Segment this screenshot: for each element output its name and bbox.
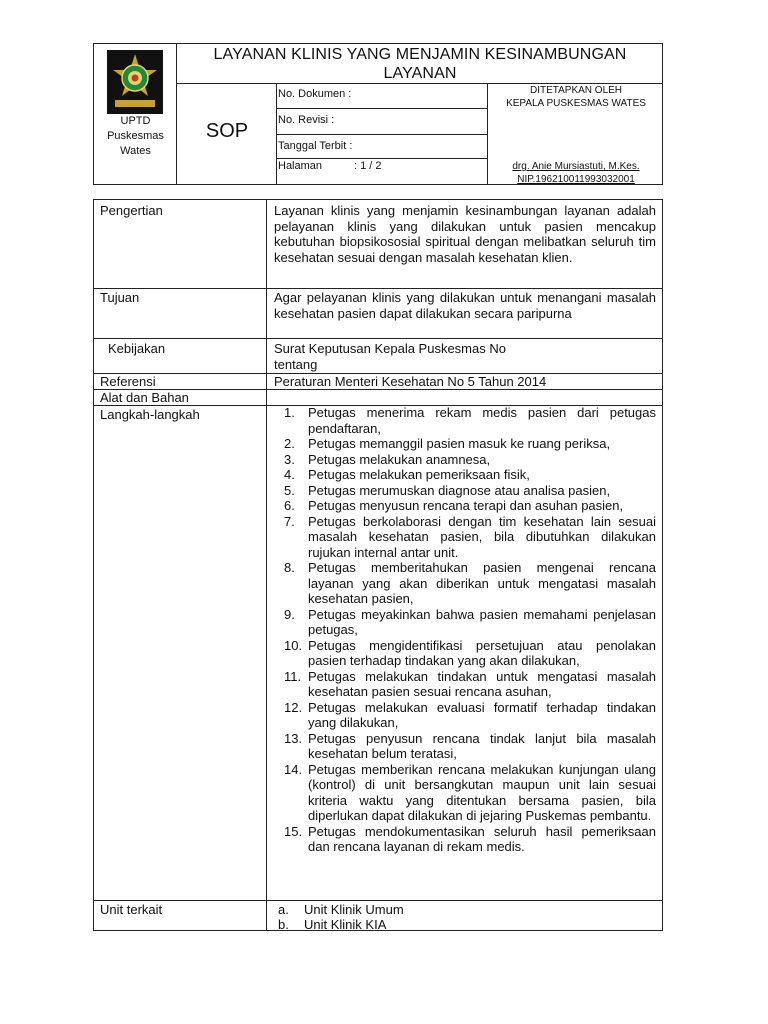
- sop-header: [93, 43, 663, 185]
- step-item: [274, 638, 656, 669]
- document-title: LAYANAN KLINIS YANG MENJAMIN KESINAMBUNGAN LAYANAN: [213, 46, 627, 82]
- no-dokumen-field: No. Dokumen :: [278, 88, 352, 100]
- step-number: 8.: [284, 560, 295, 575]
- step-item: [274, 452, 656, 468]
- sop-label: SOP: [205, 120, 249, 142]
- step-text: Petugas menerima rekam medis pasien dari petugas pendaftaran,: [308, 405, 656, 436]
- step-text: Petugas berkolaborasi dengan tim kesehatan lain sesuai masalah kesehatan pasien, bila dibutuhkan dilakukan rujukan internal antar unit.: [308, 513, 656, 560]
- step-number: 10.: [284, 637, 303, 653]
- step-item: [274, 405, 656, 436]
- kebijakan-label: Kebijakan: [108, 341, 166, 356]
- step-item: [274, 669, 656, 700]
- step-item: [274, 607, 656, 638]
- tanggal-terbit-field: Tanggal Terbit :: [278, 140, 353, 152]
- step-number: 11.: [284, 668, 302, 684]
- unit-terkait-list: [278, 902, 660, 932]
- step-text: Petugas memberitahukan pasien mengenai rencana layanan yang akan diberikan untuk mengatasi masalah kesehatan pasien,: [308, 560, 656, 606]
- step-item: [274, 514, 656, 561]
- step-item: [274, 700, 656, 731]
- step-item: [274, 560, 656, 607]
- puskesmas-logo-icon: [107, 50, 163, 114]
- step-text: Petugas melakukan pemeriksaan fisik,: [308, 467, 530, 482]
- step-item: [274, 762, 656, 824]
- step-number: 15.: [284, 823, 303, 839]
- pengertian-label: Pengertian: [100, 203, 163, 218]
- step-number: 4.: [284, 467, 295, 482]
- organization-name: UPTD Puskesmas Wates: [107, 115, 164, 157]
- sop-content-table: [93, 199, 663, 931]
- step-item: [274, 483, 656, 499]
- step-item: [274, 824, 656, 855]
- step-text: Petugas melakukan anamnesa,: [308, 451, 491, 467]
- step-item: [274, 436, 656, 452]
- step-text: Petugas penyusun rencana tindak lanjut bila masalah kesehatan belum teratasi,: [308, 730, 656, 761]
- step-text: Petugas menyusun rencana terapi dan asuhan pasien,: [308, 498, 624, 513]
- kebijakan-text: Surat Keputusan Kepala Puskesmas No tentang: [274, 341, 506, 372]
- langkah-label: Langkah-langkah: [100, 407, 200, 422]
- unit-terkait-label: Unit terkait: [100, 902, 163, 917]
- step-text: Petugas mendokumentasikan seluruh hasil pemeriksaan dan rencana layanan di rekam medis.: [308, 823, 656, 854]
- step-number: 7.: [284, 513, 295, 529]
- tujuan-label: Tujuan: [100, 290, 140, 305]
- step-item: [274, 467, 656, 483]
- step-text: Petugas merumuskan diagnose atau analisa pasien,: [308, 482, 611, 498]
- pengertian-text: Layanan klinis yang menjamin kesinambungan layanan adalah pelayanan klinis yang dilakukan untuk pasien mencakup kebutuhan biopsikososial spiritual dengan melibatkan seluruh tim kesehatan sesuai dengan masalah kesehatan klien.: [274, 203, 656, 265]
- step-text: Petugas memanggil pasien masuk ke ruang periksa,: [308, 436, 611, 451]
- step-number: 1.: [284, 405, 295, 420]
- referensi-text: Peraturan Menteri Kesehatan No 5 Tahun 2014: [274, 374, 547, 389]
- step-text: Petugas mengidentifikasi persetujuan atau penolakan pasien terhadap tindakan yang akan dilakukan,: [308, 637, 656, 668]
- step-number: 14.: [284, 761, 303, 777]
- step-number: 13.: [284, 730, 303, 746]
- step-item: [274, 498, 656, 514]
- step-number: 3.: [284, 451, 295, 467]
- langkah-list: [274, 405, 656, 855]
- signer-block: [488, 160, 664, 186]
- signer-name: drg. Anie Mursiastuti, M.Kes.: [512, 161, 640, 172]
- step-number: 2.: [284, 436, 295, 451]
- signer-nip: NIP.196210011993032001: [517, 174, 635, 185]
- step-number: 6.: [284, 498, 295, 513]
- step-number: 9.: [284, 606, 295, 622]
- list-item: b. Unit Klinik KIA: [278, 917, 387, 932]
- step-item: [274, 731, 656, 762]
- list-item: a. Unit Klinik Umum: [278, 902, 404, 917]
- step-number: 12.: [284, 699, 303, 715]
- alat-bahan-label: Alat dan Bahan: [100, 390, 189, 405]
- ditetapkan-oleh: DITETAPKAN OLEH KEPALA PUSKESMAS WATES: [506, 85, 646, 109]
- halaman-field: Halaman : 1 / 2: [278, 160, 382, 172]
- step-number: 5.: [284, 482, 295, 498]
- step-text: Petugas memberikan rencana melakukan kunjungan ulang (kontrol) di unit bersangkutan maupun unit lain sesuai kriteria waktu yang ditentukan bersama pasien, bila diperlukan dapat dilakukan di jejaring Puskemas pembantu.: [308, 761, 656, 823]
- step-text: Petugas melakukan evaluasi formatif terhadap tindakan yang dilakukan,: [308, 699, 656, 730]
- no-revisi-field: No. Revisi :: [278, 114, 335, 126]
- tujuan-text: Agar pelayanan klinis yang dilakukan untuk menangani masalah kesehatan pasien dapat dilakukan secara paripurna: [274, 290, 656, 321]
- referensi-label: Referensi: [100, 374, 156, 389]
- step-text: Petugas melakukan tindakan untuk mengatasi masalah kesehatan pasien sesuai rencana asuhan,: [308, 668, 656, 699]
- step-text: Petugas meyakinkan bahwa pasien memahami penjelasan petugas,: [308, 606, 656, 637]
